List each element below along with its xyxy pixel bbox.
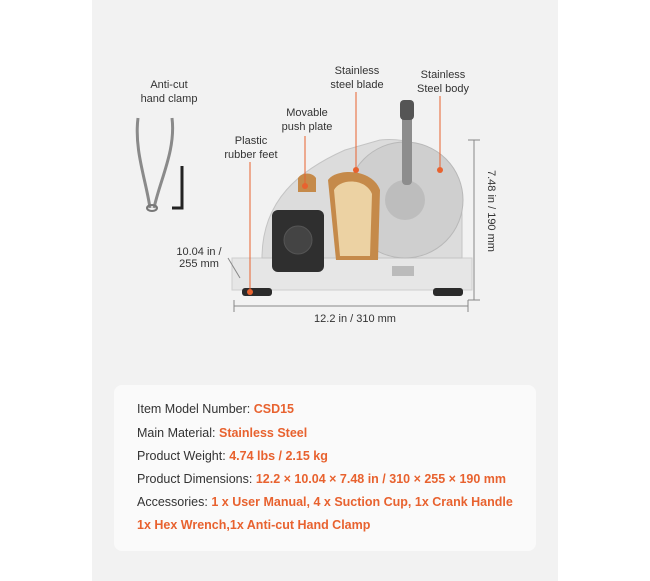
spec-weight-value: 4.74 lbs / 2.15 kg — [229, 449, 328, 463]
spec-accessories-continued — [137, 518, 370, 532]
label-stainless-steel-blade: Stainless steel blade — [330, 65, 384, 91]
hand-clamp-image — [137, 118, 172, 211]
width-dimension-label: 12.2 in / 310 mm — [314, 313, 396, 325]
spec-product-weight — [137, 449, 328, 463]
specifications-card — [114, 385, 536, 551]
spec-weight-label: Product Weight: — [137, 449, 226, 463]
spec-accessories-label: Accessories: — [137, 495, 208, 509]
spec-accessories — [137, 495, 513, 509]
spec-model-label: Item Model Number: — [137, 402, 251, 416]
spec-model-value: CSD15 — [253, 402, 295, 416]
spec-dimensions-value: 12.2 × 10.04 × 7.48 in / 310 × 255 × 190 mm — [255, 472, 507, 486]
spec-product-dimensions — [137, 472, 506, 486]
spec-dimensions-label: Product Dimensions: — [137, 472, 253, 486]
spec-main-material — [137, 426, 307, 440]
spec-material-label: Main Material: — [137, 426, 216, 440]
spec-accessories-value-line1: 1 x User Manual, 4 x Suction Cup, 1x Crank Handle — [211, 495, 513, 509]
label-stainless-steel-body: Stainless Steel body — [417, 69, 469, 95]
label-anti-cut-hand-clamp: Anti-cut hand clamp — [140, 79, 198, 105]
height-dimension-label: 7.48 in / 190 mm — [485, 170, 497, 252]
label-movable-push-plate: Movable push plate — [281, 107, 333, 133]
spec-material-value: Stainless Steel — [218, 426, 308, 440]
depth-dimension-label: 10.04 in / 255 mm — [176, 246, 222, 270]
spec-accessories-value-line2: 1x Hex Wrench,1x Anti-cut Hand Clamp — [137, 518, 371, 532]
label-plastic-rubber-feet: Plastic rubber feet — [224, 135, 278, 161]
slicer-image — [232, 100, 472, 296]
spec-model-number — [137, 402, 294, 416]
hex-wrench-image — [172, 166, 182, 208]
